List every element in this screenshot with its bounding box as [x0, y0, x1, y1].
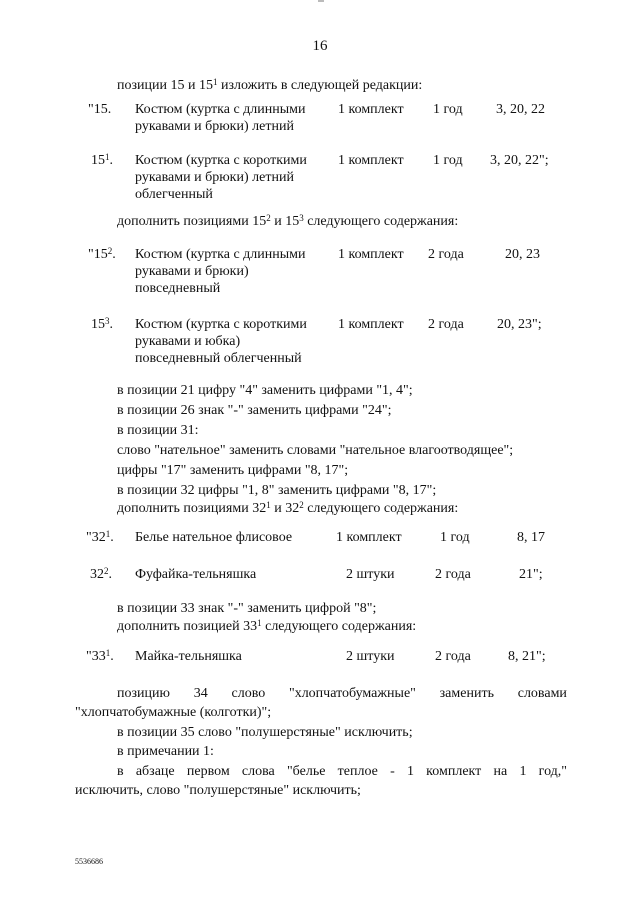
- intro-line-add-15-2-15-3: [117, 213, 458, 230]
- text-fragment: "15: [88, 247, 108, 262]
- instruction-line: в примечании 1:: [117, 744, 214, 759]
- item-description: Белье нательное флисовое: [135, 530, 293, 545]
- text-fragment: в: [117, 764, 124, 779]
- position-number: [91, 316, 113, 333]
- text-fragment: комплект: [426, 764, 482, 779]
- text-fragment: 32: [90, 567, 104, 582]
- item-reference: 21";: [519, 567, 543, 582]
- instruction-line: цифры "17" заменить цифрами "8, 17";: [117, 463, 349, 478]
- superscript: 2: [107, 246, 113, 256]
- position-number: "15.: [88, 102, 112, 117]
- instruction-line: в позиции 21 цифру "4" заменить цифрами "1, 4";: [117, 383, 413, 398]
- position-number: [90, 566, 112, 583]
- item-description: Костюм (куртка с короткими: [135, 153, 307, 168]
- item-description: Майка-тельняшка: [135, 649, 242, 664]
- text-fragment: .: [109, 153, 113, 168]
- text-fragment: "белье: [286, 764, 326, 779]
- text-fragment: первом: [186, 764, 230, 779]
- item-period: 2 года: [428, 317, 464, 332]
- item-description: Фуфайка-тельняшка: [135, 567, 257, 582]
- instruction-line: в позиции 26 знак "-" заменить цифрами "24";: [117, 403, 392, 418]
- position-number: [86, 529, 114, 546]
- text-fragment: и 15: [270, 214, 300, 229]
- item-description: Костюм (куртка с короткими: [135, 317, 307, 332]
- instruction-line: в позиции 31:: [117, 423, 199, 438]
- superscript: 1: [212, 77, 218, 87]
- item-description: рукавами и брюки) летний: [135, 119, 294, 134]
- justified-line-position-34: [117, 685, 567, 702]
- text-fragment: .: [110, 530, 114, 545]
- item-description: рукавами и юбка): [135, 334, 241, 349]
- text-fragment: -: [390, 764, 395, 779]
- item-reference: 8, 21";: [508, 649, 546, 664]
- superscript: 2: [104, 566, 109, 576]
- position-number: [88, 246, 116, 263]
- item-description: рукавами и брюки): [135, 264, 249, 279]
- superscript: 1: [257, 618, 262, 628]
- instruction-line: в позиции 33 знак "-" заменить цифрой "8";: [117, 601, 377, 616]
- item-quantity: 1 комплект: [336, 530, 402, 545]
- item-quantity: 1 комплект: [338, 102, 404, 117]
- text-fragment: дополнить позицией 33: [117, 619, 258, 634]
- text-fragment: теплое: [337, 764, 378, 779]
- item-reference: 20, 23: [505, 247, 540, 262]
- item-quantity: 2 штуки: [346, 567, 395, 582]
- instruction-line: исключить, слово "полушерстяные" исключить;: [75, 783, 361, 798]
- text-fragment: словами: [517, 686, 567, 701]
- superscript: 2: [299, 500, 304, 510]
- item-description: облегченный: [135, 187, 213, 202]
- item-quantity: 1 комплект: [338, 317, 404, 332]
- text-fragment: год,": [538, 764, 567, 779]
- superscript: 2: [266, 213, 271, 223]
- text-fragment: и 32: [270, 501, 300, 516]
- text-fragment: .: [109, 317, 113, 332]
- instruction-line: в позиции 32 цифры "1, 8" заменить цифрами "8, 17";: [117, 483, 437, 498]
- text-fragment: "хлопчатобумажные": [288, 686, 416, 701]
- superscript: 1: [105, 152, 110, 162]
- text-fragment: следующего содержания:: [303, 501, 459, 516]
- item-description: Костюм (куртка с длинными: [135, 102, 306, 117]
- superscript: 1: [105, 529, 111, 539]
- text-fragment: .: [108, 567, 112, 582]
- text-fragment: "32: [86, 530, 106, 545]
- item-period: 1 год: [433, 102, 463, 117]
- item-quantity: 1 комплект: [338, 153, 404, 168]
- text-fragment: слова: [241, 764, 275, 779]
- item-period: 2 года: [435, 567, 471, 582]
- text-fragment: .: [110, 649, 114, 664]
- text-fragment: следующего содержания:: [261, 619, 417, 634]
- text-fragment: позиции 15 и 15: [117, 78, 213, 93]
- text-fragment: "33: [86, 649, 106, 664]
- item-reference: 20, 23";: [497, 317, 542, 332]
- item-period: 2 года: [428, 247, 464, 262]
- item-period: 1 год: [440, 530, 470, 545]
- text-fragment: изложить в следующей редакции:: [217, 78, 423, 93]
- text-fragment: 1: [519, 764, 527, 779]
- intro-line-add-32-1-32-2: [117, 500, 458, 517]
- text-fragment: 1: [406, 764, 414, 779]
- text-fragment: .: [112, 247, 116, 262]
- text-fragment: на: [493, 764, 508, 779]
- scan-mark: [318, 0, 324, 2]
- footer-document-code: 5536686: [75, 857, 103, 866]
- item-reference: 8, 17: [517, 530, 545, 545]
- item-quantity: 2 штуки: [346, 649, 395, 664]
- instruction-line: в позиции 35 слово "полушерстяные" исключить;: [117, 725, 413, 740]
- position-number: [91, 152, 113, 169]
- text-fragment: дополнить позициями 32: [117, 501, 267, 516]
- item-reference: 3, 20, 22: [496, 102, 545, 117]
- text-fragment: 15: [91, 153, 105, 168]
- instruction-line: "хлопчатобумажные (колготки)";: [75, 705, 272, 720]
- text-fragment: заменить: [439, 686, 494, 701]
- text-fragment: 15: [91, 317, 105, 332]
- text-fragment: 34: [193, 686, 208, 701]
- item-description: повседневный облегченный: [135, 351, 302, 366]
- instruction-line: слово "нательное" заменить словами "нательное влагоотводящее";: [117, 443, 514, 458]
- text-fragment: абзаце: [135, 764, 175, 779]
- intro-line-add-33-1: [117, 618, 416, 635]
- intro-line-positions-15: [117, 77, 422, 94]
- item-description: повседневный: [135, 281, 221, 296]
- text-fragment: слово: [231, 686, 266, 701]
- text-fragment: позицию: [117, 686, 170, 701]
- text-fragment: дополнить позициями 15: [117, 214, 267, 229]
- superscript: 1: [105, 648, 111, 658]
- superscript: 1: [266, 500, 271, 510]
- superscript: 3: [299, 213, 304, 223]
- item-description: Костюм (куртка с длинными: [135, 247, 306, 262]
- justified-line-note-1: [117, 763, 567, 780]
- superscript: 3: [105, 316, 110, 326]
- item-description: рукавами и брюки) летний: [135, 170, 294, 185]
- item-period: 2 года: [435, 649, 471, 664]
- item-quantity: 1 комплект: [338, 247, 404, 262]
- item-period: 1 год: [433, 153, 463, 168]
- page-number: 16: [312, 38, 328, 54]
- position-number: [86, 648, 114, 665]
- text-fragment: следующего содержания:: [303, 214, 459, 229]
- item-reference: 3, 20, 22";: [490, 153, 549, 168]
